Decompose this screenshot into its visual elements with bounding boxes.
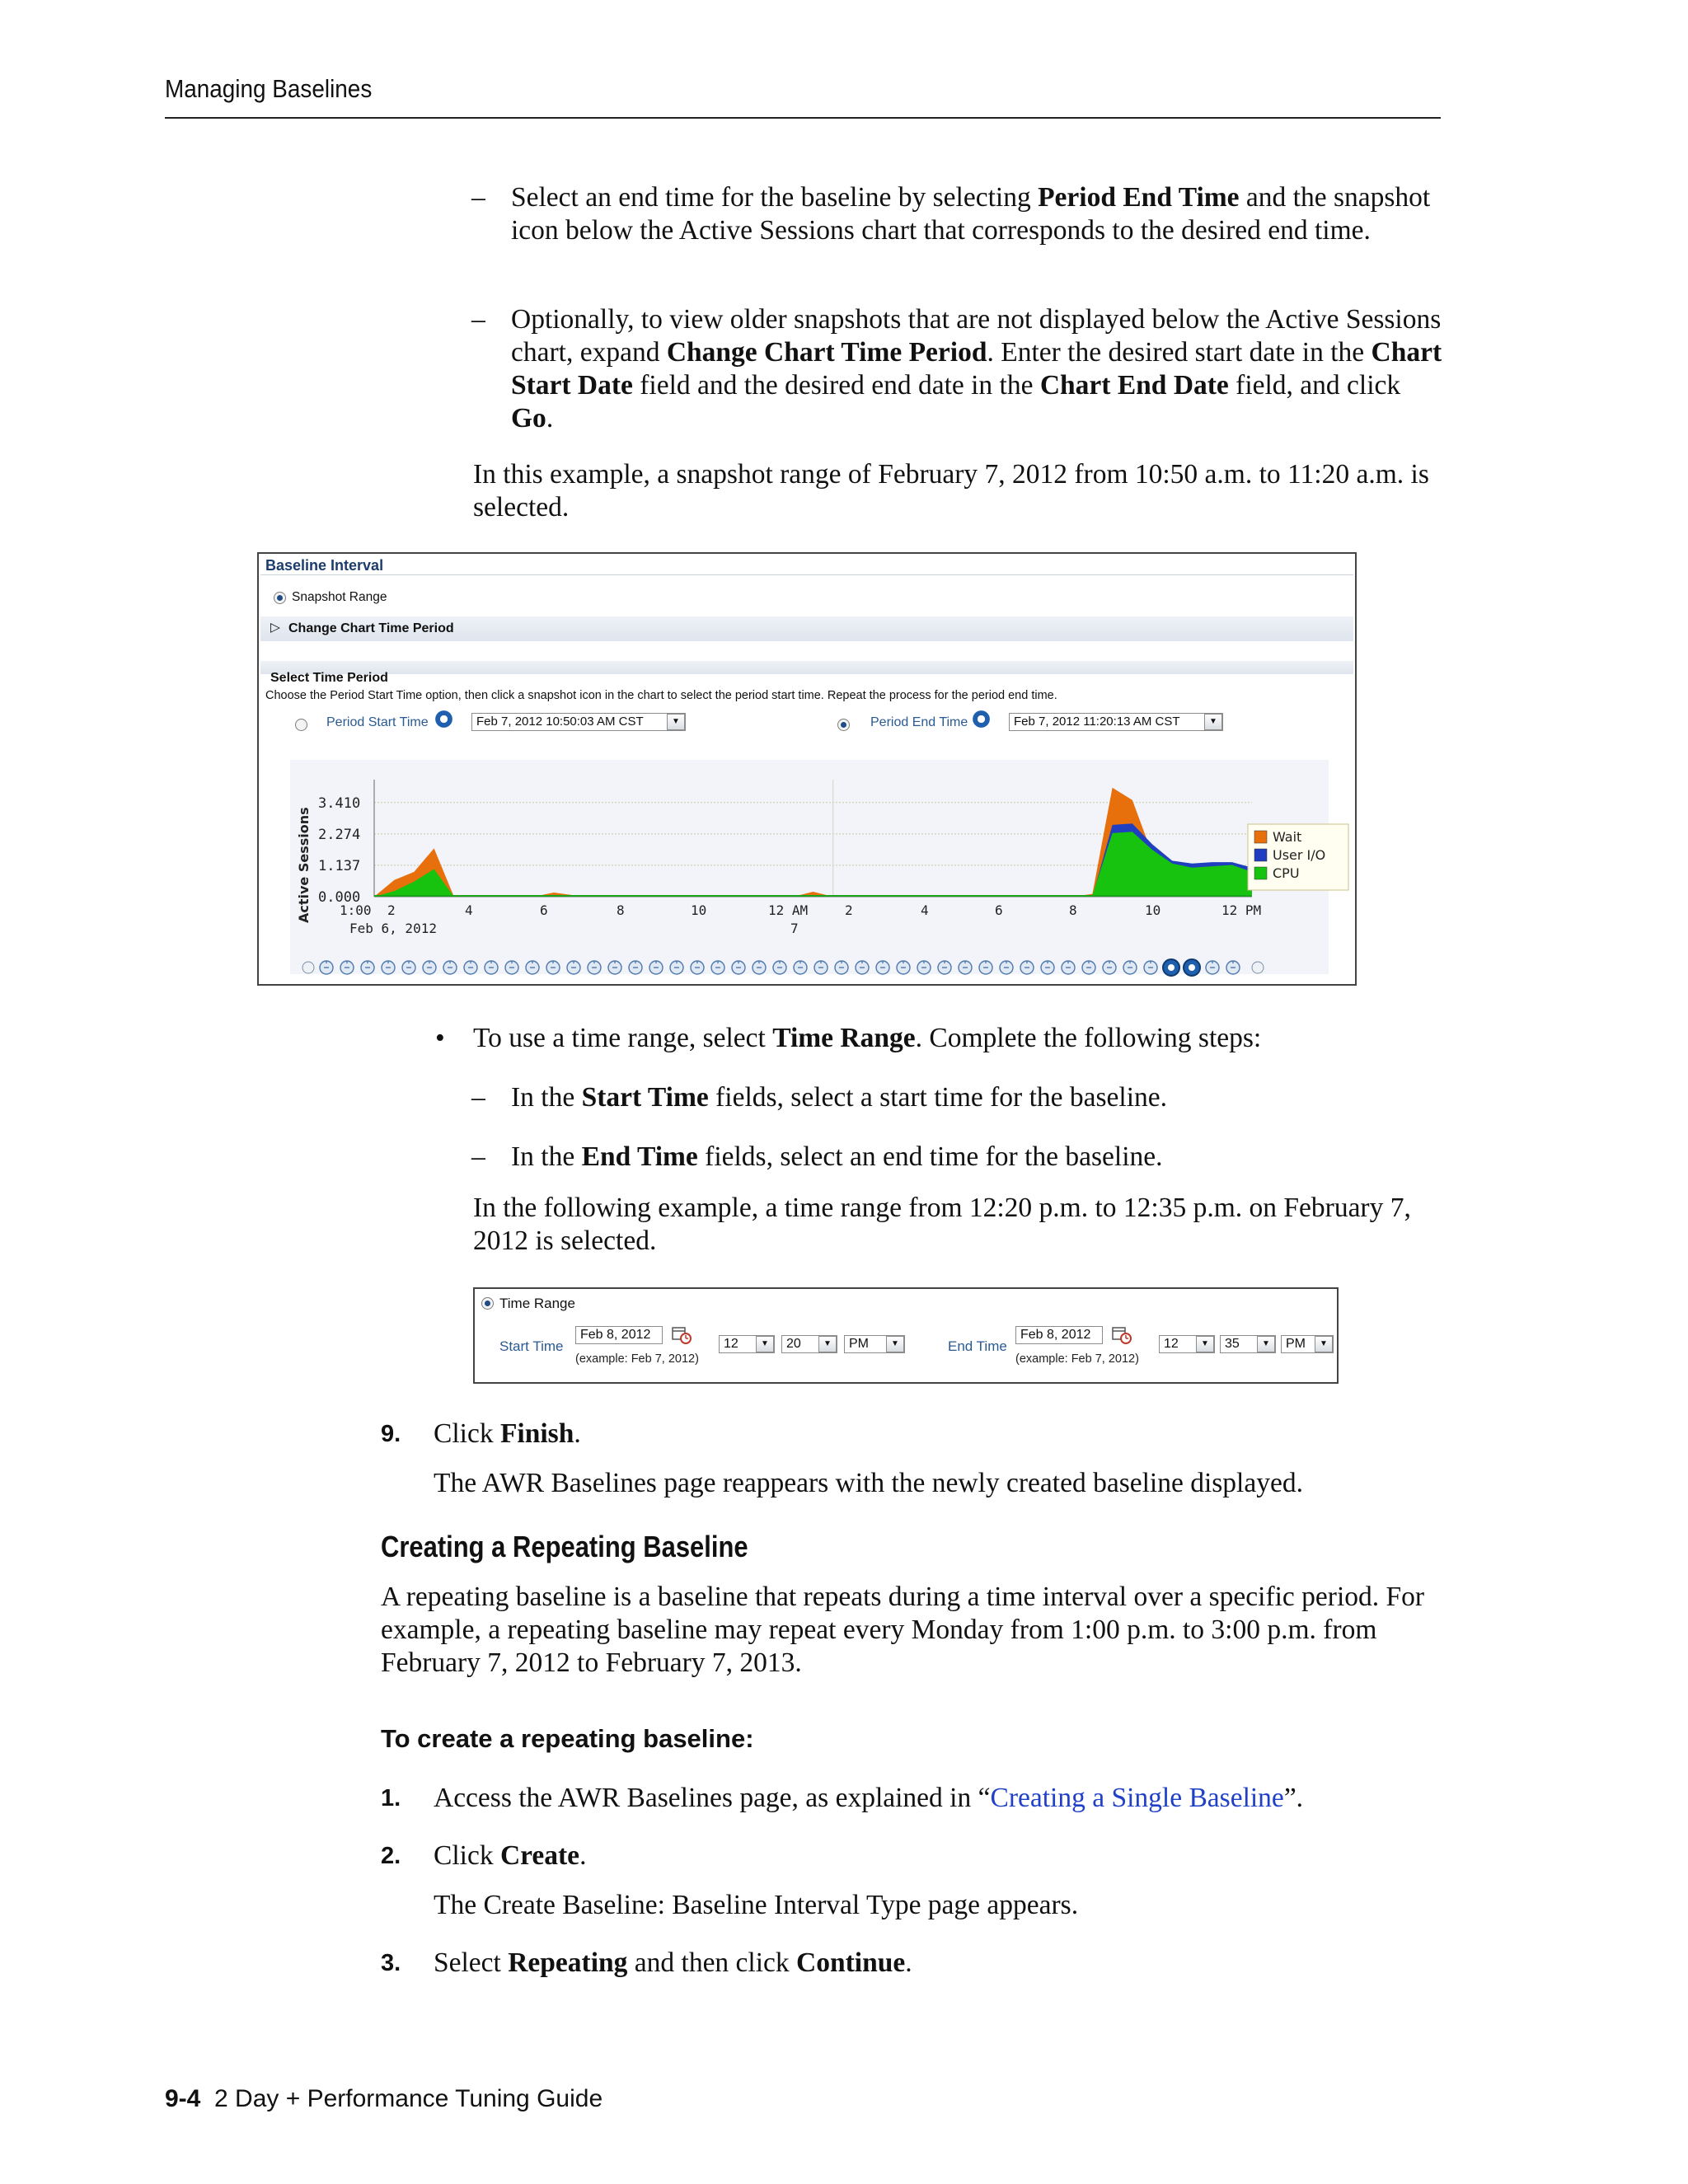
bold-term: Start Time [581,1082,709,1113]
period-end-value: Feb 7, 2012 11:20:13 AM CST [1014,715,1180,729]
dash-marker: – [471,1141,485,1172]
x-tick-label: 1:00 [340,902,372,918]
step-2-result: The Create Baseline: Baseline Interval Type page appears. [434,1890,1079,1920]
text-run: and the snapshot icon below the Active Sessions chart that corresponds to the desired end time. [511,182,1431,246]
area-series-cpu [374,832,1252,897]
x-tick-label: 4 [921,902,929,918]
x-sub-label: Feb 6, 2012 [349,921,437,936]
bold-term: Time Range [772,1023,916,1053]
bullet-end-time [511,1141,1442,1174]
text-run: . [546,403,554,434]
y-tick-label: 1.137 [318,857,361,874]
text-run: Click [434,1418,500,1449]
snapshot-icon-center [1189,964,1195,971]
chevron-down-icon[interactable]: ▼ [756,1336,774,1352]
bold-term: Period End Time [1038,182,1240,213]
x-tick-label: 4 [465,902,473,918]
end-ampm-value: PM [1286,1337,1306,1351]
scroll-right-icon [1252,962,1264,973]
expand-icon[interactable]: ▷ [270,621,280,635]
text-run: . [574,1418,581,1449]
chevron-down-icon[interactable]: ▼ [1257,1336,1275,1352]
bullet-time-range [473,1022,1437,1055]
step-1-prefix: Access the AWR Baselines page, as explained in “ [434,1783,991,1813]
select-period-instructions: Choose the Period Start Time option, then click a snapshot icon in the chart to select the period start time. Repeat the process for the period end time. [265,689,1057,702]
start-date-input[interactable]: Feb 8, 2012 [575,1326,663,1344]
x-tick-label: 6 [995,902,1003,918]
dash-marker: – [471,304,485,335]
creating-single-baseline-link[interactable]: Creating a Single Baseline [990,1783,1284,1813]
y-axis-label: Active Sessions [296,807,312,923]
end-ampm-select[interactable] [1281,1335,1334,1353]
section-body: A repeating baseline is a baseline that repeats during a time interval over a specific period. For example, a repeating baseline may repeat every Monday from 1:00 p.m. to 3:00 p.m. from February 7, 2012 to February 7, 2013. [381,1582,1425,1678]
calendar-icon[interactable] [1111,1325,1132,1345]
x-tick-label: 8 [1069,902,1077,918]
header-rule [165,117,1441,119]
end-date-example: (example: Feb 7, 2012) [1015,1352,1139,1366]
bold-term: Continue [796,1947,906,1978]
bold-term: Change Chart Time Period [666,337,987,368]
time-range-title: Time Range [499,1296,575,1311]
scroll-left-icon [302,962,314,973]
example-time-range: In the following example, a time range from 12:20 p.m. to 12:35 p.m. on February 7, 2012 is selected. [473,1193,1411,1256]
legend-swatch [1254,849,1267,861]
step-9-result: The AWR Baselines page reappears with the newly created baseline displayed. [434,1468,1303,1498]
legend-label: CPU [1273,865,1300,881]
step-2-text [434,1840,1439,1872]
end-minute-select[interactable] [1220,1335,1276,1353]
end-time-label: End Time [948,1338,1007,1354]
end-hour-value: 12 [1164,1337,1179,1351]
chevron-down-icon[interactable]: ▼ [1315,1336,1333,1352]
text-run: . [905,1947,912,1978]
y-tick-label: 2.274 [318,826,361,843]
start-time-label: Start Time [499,1338,564,1354]
start-date-example: (example: Feb 7, 2012) [575,1352,699,1366]
bold-term: Chart End Date [1039,370,1229,401]
end-hour-select[interactable] [1159,1335,1215,1353]
snapshot-range-label: Snapshot Range [292,590,387,604]
page-number: 9-4 [165,2085,201,2112]
y-tick-label: 0.000 [318,889,361,906]
time-range-radio[interactable] [481,1297,494,1310]
end-date-input[interactable]: Feb 8, 2012 [1015,1326,1103,1344]
dash-marker: – [471,1082,485,1113]
text-run: field and the desired end date in the [632,370,1040,401]
text-run: Select an end time for the baseline by selecting [511,182,1039,213]
running-header: Managing Baselines [165,74,373,103]
text-run: In the [511,1141,582,1172]
period-end-label: Period End Time [870,715,968,729]
active-sessions-chart [259,554,1355,984]
step-9-text [434,1418,1439,1451]
text-run: Click [434,1840,500,1871]
start-ampm-value: PM [849,1337,869,1351]
snapshot-icon-center [1168,964,1175,971]
start-minute-value: 20 [786,1337,801,1351]
text-run: Select [434,1947,509,1978]
start-ampm-select[interactable] [844,1335,905,1353]
procedure-heading: To create a repeating baseline: [381,1724,754,1753]
end-minute-value: 35 [1225,1337,1240,1351]
x-tick-label: 2 [387,902,396,918]
text-run: field, and click [1228,370,1401,401]
text-run: and then click [627,1947,797,1978]
x-tick-label: 10 [691,902,707,918]
step-1-text [434,1782,1439,1815]
legend-swatch [1254,831,1267,843]
bold-term: End Time [581,1141,698,1172]
bullet-period-end [511,181,1442,247]
step-number: 2. [381,1843,401,1869]
start-hour-value: 12 [724,1337,738,1351]
chevron-down-icon[interactable]: ▼ [886,1336,904,1352]
period-start-label: Period Start Time [326,715,429,729]
x-tick-label: 2 [845,902,853,918]
bold-term: Chart Start Date [511,337,1442,401]
example-snapshot-range: In this example, a snapshot range of February 7, 2012 from 10:50 a.m. to 11:20 a.m. is selected. [473,459,1429,523]
baseline-interval-title: Baseline Interval [265,557,384,574]
step-number: 3. [381,1950,401,1976]
step-3-text [434,1947,1439,1980]
period-start-value: Feb 7, 2012 10:50:03 AM CST [476,715,644,729]
text-run: fields, select an end time for the baseline. [697,1141,1163,1172]
chevron-down-icon[interactable]: ▼ [667,714,685,730]
step-1-suffix: ”. [1283,1783,1304,1813]
text-run: fields, select a start time for the baseline. [708,1082,1168,1113]
x-tick-label: 8 [617,902,625,918]
text-run: . Complete the following steps: [915,1023,1262,1053]
bullet-start-time [511,1081,1442,1114]
baseline-interval-screenshot [257,552,1357,986]
bold-term: Go [511,403,546,434]
dash-marker: – [471,182,485,213]
x-tick-label: 12 PM [1221,902,1262,918]
chevron-down-icon[interactable]: ▼ [1196,1336,1214,1352]
x-tick-label: 6 [540,902,548,918]
legend-label: Wait [1273,829,1302,845]
start-hour-select[interactable] [719,1335,775,1353]
legend-label: User I/O [1273,847,1326,863]
legend-swatch [1254,867,1267,879]
page-footer [165,2085,603,2113]
change-chart-time-period-toggle[interactable]: Change Chart Time Period [288,621,454,635]
x-tick-label: 12 AM [768,902,809,918]
bold-term: Repeating [508,1947,628,1978]
step-number: 9. [381,1421,401,1447]
bold-term: Finish [499,1418,574,1449]
text-run: To use a time range, select [473,1023,773,1053]
calendar-icon[interactable] [671,1325,692,1345]
step-number: 1. [381,1785,401,1811]
start-minute-select[interactable] [781,1335,837,1353]
time-range-screenshot [473,1287,1339,1384]
text-run: Optionally, to view older snapshots that are not displayed below the Active Sessions chart, expand [511,304,1442,368]
text-run: In the [511,1082,582,1113]
select-time-period-title: Select Time Period [270,671,388,685]
y-tick-label: 3.410 [318,794,361,812]
x-sub-label: 7 [790,921,799,936]
text-run: . [579,1840,587,1871]
chevron-down-icon[interactable]: ▼ [818,1336,837,1352]
bullet-change-chart [511,303,1442,435]
section-heading: Creating a Repeating Baseline [381,1530,748,1563]
bullet-dot: • [435,1023,445,1053]
text-run: . Enter the desired start date in the [987,337,1372,368]
book-title: 2 Day + Performance Tuning Guide [214,2085,603,2112]
x-tick-label: 10 [1145,902,1161,918]
bold-term: Create [499,1840,580,1871]
chevron-down-icon[interactable]: ▼ [1204,714,1222,730]
